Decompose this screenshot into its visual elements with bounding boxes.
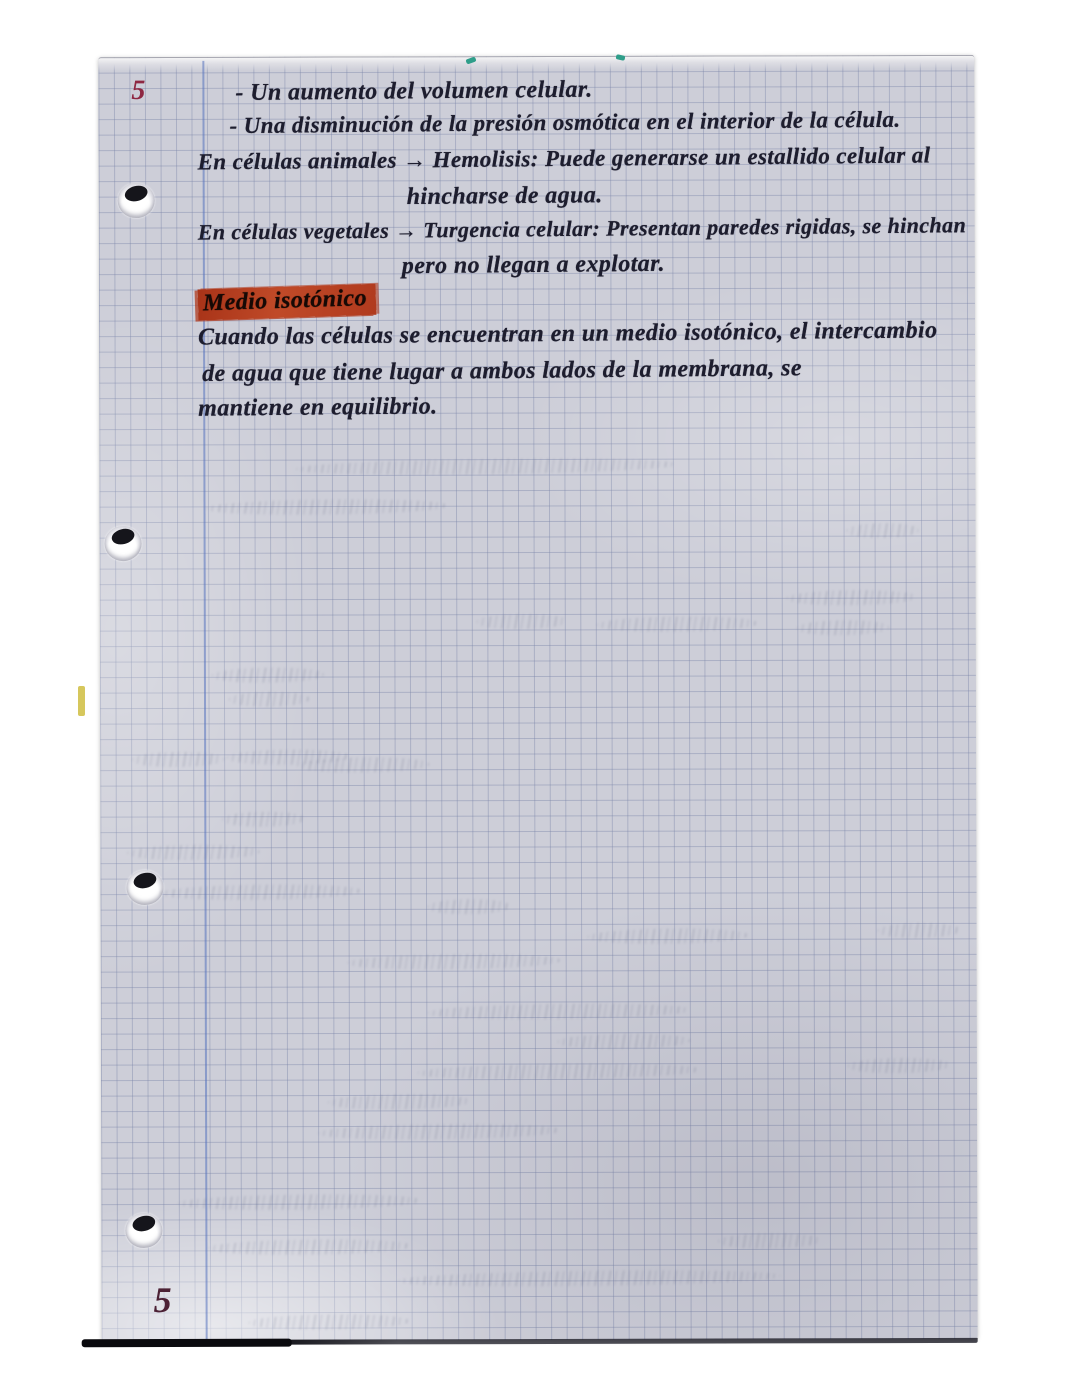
note-line-plant-cont: pero no llegan a explotar. — [401, 250, 666, 280]
bleed-through-smudge — [797, 620, 889, 636]
bleed-through-smudge — [178, 1193, 420, 1211]
bleed-through-smudge — [597, 616, 757, 633]
note-line-isotonic-2: de agua que tiene lugar a ambos lados de la membrana, se — [202, 355, 803, 387]
highlighted-heading-medio-isotonico: Medio isotónico — [198, 284, 377, 321]
bleed-through-smudge — [348, 953, 560, 971]
bleed-through-smudge — [718, 1233, 820, 1249]
hole-punch — [125, 1213, 162, 1248]
note-line-isotonic-1: Cuando las células se encuentran en un medio isotónico, el intercambio — [197, 317, 938, 351]
bleed-through-smudge — [848, 1057, 950, 1073]
bleed-through-smudge — [328, 1093, 470, 1110]
bleed-through-smudge — [132, 751, 224, 767]
page-bottom-shadow-edge — [82, 1339, 292, 1348]
bleed-through-smudge — [588, 928, 748, 945]
bleed-through-smudge — [846, 523, 918, 539]
hole-punch — [118, 183, 155, 218]
bleed-through-smudge — [477, 613, 567, 629]
bleed-through-smudge — [296, 457, 676, 477]
bleed-through-smudge — [427, 899, 509, 915]
notebook-page — [98, 55, 977, 1341]
bleed-through-smudge — [297, 757, 429, 774]
margin-line — [202, 61, 207, 1341]
bleed-through-smudge — [127, 844, 259, 861]
bleed-through-smudge — [878, 922, 960, 938]
bleed-through-smudge — [428, 1002, 690, 1020]
bleed-through-smudge — [249, 1314, 409, 1331]
bleed-through-smudge — [208, 1238, 410, 1256]
page-top-edge — [98, 55, 974, 71]
bleed-through-smudge — [160, 883, 360, 901]
bleed-through-smudge — [398, 1268, 780, 1288]
bleed-through-smudge — [558, 1033, 690, 1050]
bleed-through-smudge — [318, 1123, 560, 1141]
bleed-through-smudge — [206, 498, 446, 516]
bleed-through-smudge — [212, 667, 324, 683]
bleed-through-smudge — [418, 1062, 700, 1081]
hole-punch — [126, 870, 163, 905]
section-heading-wrap — [198, 286, 376, 319]
note-line-bullet-2: - Una disminución de la presión osmótica en el interior de la célula. — [229, 106, 901, 139]
hole-punch — [105, 526, 142, 561]
tab-mark — [78, 686, 85, 716]
bleed-through-smudge — [229, 691, 309, 707]
bleed-through-smudge — [787, 589, 917, 606]
note-line-plant-cells: En células vegetales → Turgencia celular: Presentan paredes rigidas, se hinchan — [197, 212, 967, 245]
note-line-bullet-1: - Un aumento del volumen celular. — [235, 76, 593, 107]
note-line-animal-cells: En células animales → Hemolisis: Puede generarse un estallido celular al — [197, 142, 931, 175]
page-number-top: 5 — [131, 75, 146, 107]
note-line-isotonic-3: mantiene en equilibrio. — [198, 393, 438, 422]
page-number-bottom: 5 — [153, 1279, 172, 1321]
note-line-animal-cont: hincharse de agua. — [406, 182, 603, 211]
bleed-through-smudge — [222, 811, 304, 827]
